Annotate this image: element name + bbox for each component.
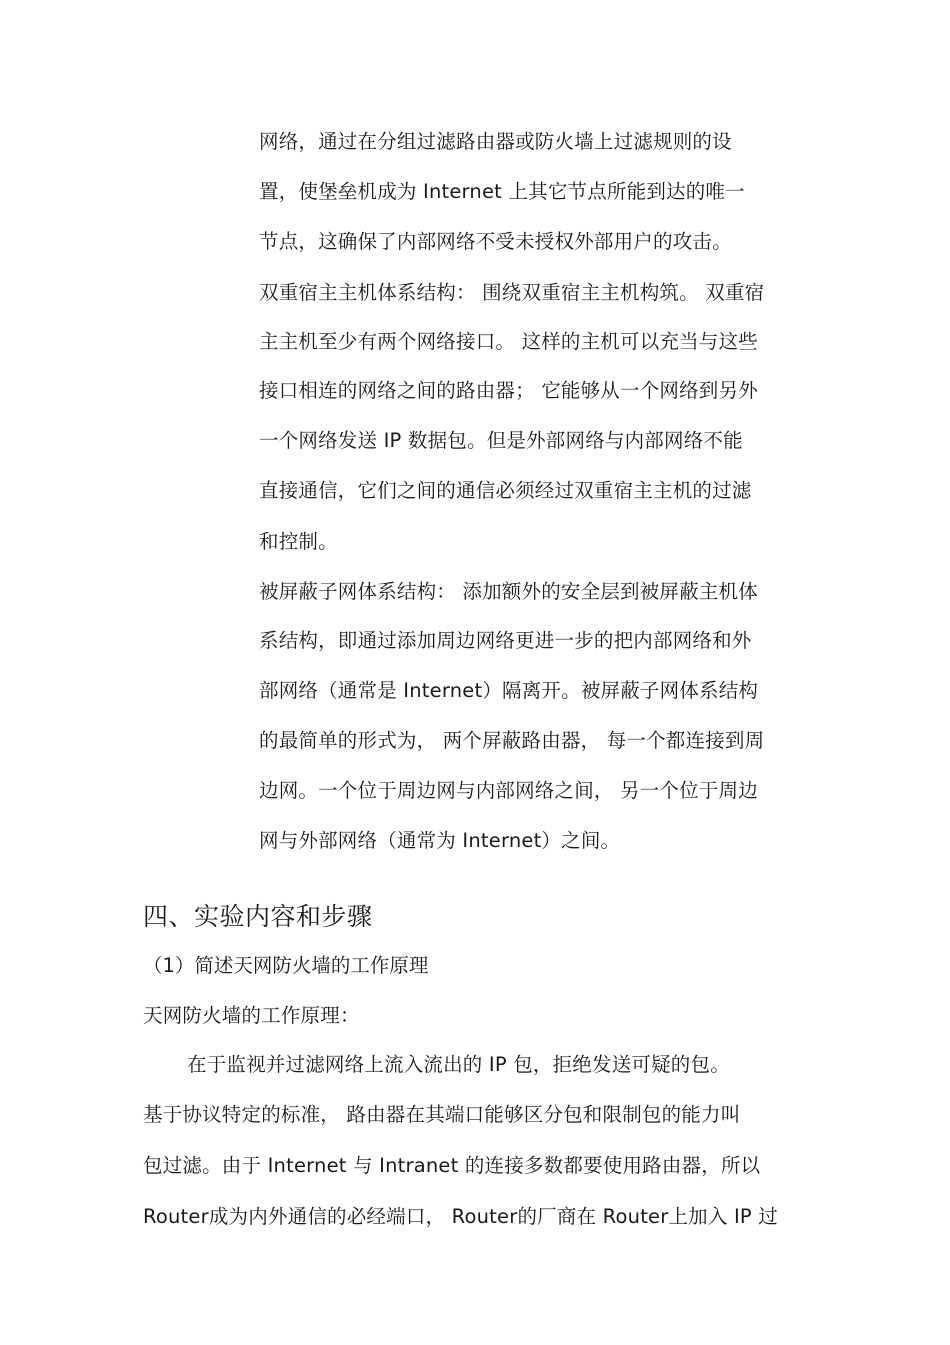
text-line: 一个网络发送 IP 数据包。但是外部网络与内部网络不能 — [259, 429, 743, 452]
text-line: 基于协议特定的标准， 路由器在其端口能够区分包和限制包的能力叫 — [143, 1103, 741, 1126]
text-line: 边网。一个位于周边网与内部网络之间， 另一个位于周边 — [259, 779, 758, 802]
text-line: 直接通信，它们之间的通信必须经过双重宿主主机的过滤 — [259, 479, 752, 502]
principle-label: 天网防火墙的工作原理： — [143, 1004, 360, 1027]
text-line: 网与外部网络（通常为 Internet）之间。 — [259, 829, 621, 852]
text-line: 包过滤。由于 Internet 与 Intranet 的连接多数都要使用路由器，所以 — [143, 1154, 761, 1177]
subheading: （1）简述天网防火墙的工作原理 — [143, 954, 429, 977]
text-line: 系结构，即通过添加周边网络更进一步的把内部网络和外 — [259, 629, 752, 652]
section-heading: 四、实验内容和步骤 — [143, 902, 373, 931]
text-line: 主主机至少有两个网络接口。 这样的主机可以充当与这些 — [259, 330, 758, 353]
text-line: 在于监视并过滤网络上流入流出的 IP 包，拒绝发送可疑的包。 — [187, 1053, 730, 1076]
text-line: Router成为内外通信的必经端口， Router的厂商在 Router上加入 IP 过 — [143, 1205, 778, 1228]
text-line: 接口相连的网络之间的路由器； 它能够从一个网络到另外 — [259, 379, 758, 402]
text-line: 部网络（通常是 Internet）隔离开。被屏蔽子网体系结构 — [259, 679, 759, 702]
text-line: 双重宿主主机体系结构： 围绕双重宿主主机构筑。 双重宿 — [259, 281, 765, 304]
text-line: 的最简单的形式为， 两个屏蔽路由器， 每一个都连接到周 — [259, 729, 765, 752]
text-line: 被屏蔽子网体系结构： 添加额外的安全层到被屏蔽主机体 — [259, 580, 758, 603]
text-line: 置，使堡垒机成为 Internet 上其它节点所能到达的唯一 — [259, 180, 745, 203]
text-line: 节点，这确保了内部网络不受未授权外部用户的攻击。 — [259, 230, 732, 253]
text-line: 和控制。 — [259, 530, 338, 553]
text-line: 网络，通过在分组过滤路由器或防火墙上过滤规则的设 — [259, 130, 732, 153]
